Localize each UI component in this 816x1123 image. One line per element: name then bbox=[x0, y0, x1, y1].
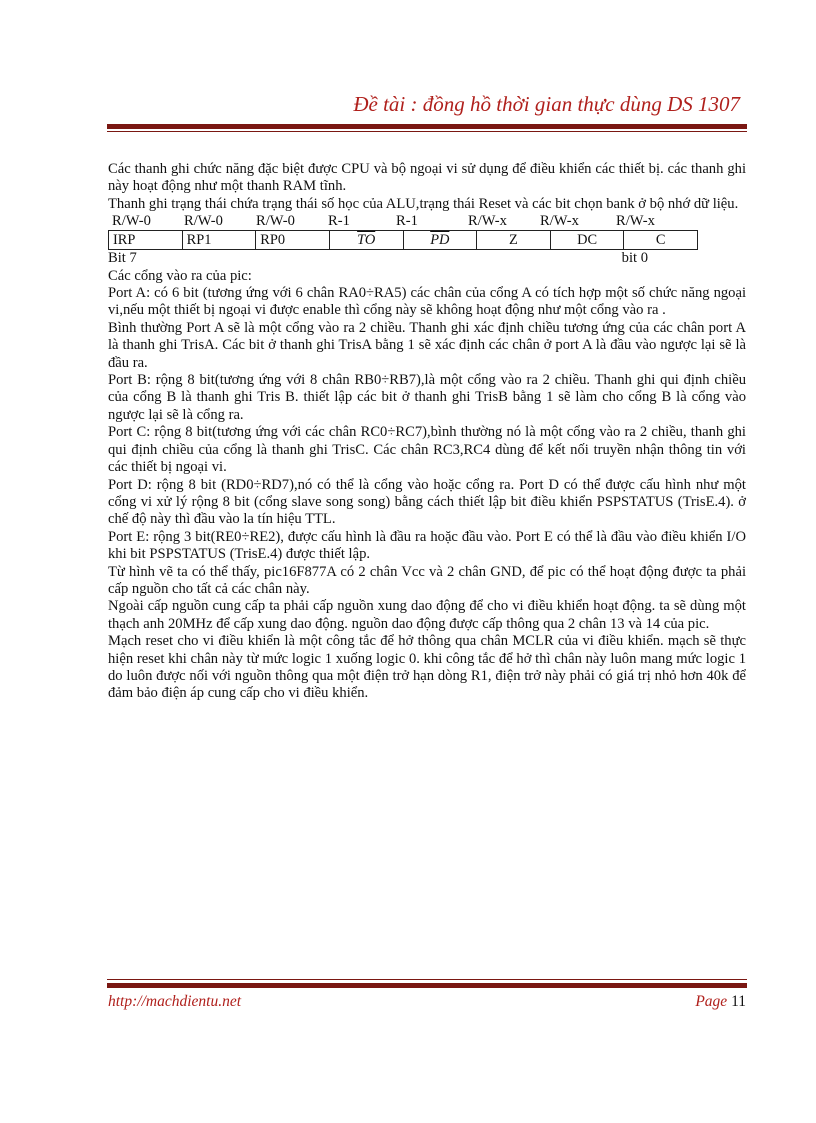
body-paragraph: Port D: rộng 8 bit (RD0÷RD7),nó có thể là cổng vào hoặc cổng ra. Port D có thể được cấu hình như một cổng vi xử lý rộng 8 bit (cổng slave song song) bằng cách thiết lập bit điều khiển PSPSTATUS (TrisE.4). ở chế độ này thì đầu vào la tín hiệu TTL. bbox=[108, 476, 746, 528]
header-title: Đề tài : đồng hồ thời gian thực dùng DS 1307 bbox=[353, 92, 740, 116]
register-bit-cell bbox=[329, 231, 403, 250]
register-bit-numbering bbox=[108, 250, 648, 267]
intro-paragraph: Các thanh ghi chức năng đặc biệt được CPU và bộ ngoại vi sử dụng để điều khiển các thiết bị. các thanh ghi này hoạt động như một thanh RAM tĩnh. bbox=[108, 161, 746, 195]
register-bit-to: $\overline{TO}$ bbox=[357, 232, 376, 249]
footer-link[interactable]: http://machdientu.net bbox=[108, 993, 242, 1010]
register-bit-cell: IRP bbox=[109, 231, 183, 250]
register-bit-cell: RP1 bbox=[182, 231, 256, 250]
register-bit-low: bit 0 bbox=[621, 250, 648, 267]
body-paragraph: Mạch reset cho vi điều khiển là một công tắc để hở thông qua chân MCLR của vi điều khiển. mạch sẽ thực hiện reset khi chân này từ mức logic 1 xuống logic 0. khi công tắc để hở thì chân này luôn mang mức logic 1 do luôn được nối với nguồn thông qua một điện trở hạn dòng R1, điện trở này phải có giá trị nhỏ hơn 40k để đảm bảo điện áp cung cấp cho vi điều khiển. bbox=[108, 633, 746, 702]
register-bit-pd: $\overline{PD}$ bbox=[430, 232, 450, 249]
intro-paragraph: Thanh ghi trạng thái chứa trạng thái số học của ALU,trạng thái Reset và các bit chọn bank ở bộ nhớ dữ liệu. bbox=[108, 195, 739, 212]
register-bit-cell: DC bbox=[550, 231, 624, 250]
register-access-label: R-1 bbox=[328, 213, 350, 230]
register-access-label: R/W-0 bbox=[256, 213, 295, 230]
register-access-label: R/W-0 bbox=[184, 213, 223, 230]
body-paragraph: Bình thường Port A sẽ là một cổng vào ra 2 chiều. Thanh ghi xác định chiều tương ứng của các chân port A là thanh ghi TrisA. Các bit ở thanh ghi TrisA bằng 1 sẽ xác định các chân ở port A là đầu vào ngược lại sẽ là đầu ra. bbox=[108, 319, 746, 371]
body-paragraph: Port C: rộng 8 bit(tương ứng với các chân RC0÷RC7),bình thường nó là một cổng vào ra 2 chiều, thanh ghi qui định chiều của cổng là thanh ghi TrisC. Các chân RC3,RC4 dùng để kết nối truyền nhận thông tin với các thiết bị ngoại vi. bbox=[108, 424, 746, 476]
body-paragraph: Từ hình vẽ ta có thể thấy, pic16F877A có 2 chân Vcc và 2 chân GND, để pic có thể hoạt động được ta phải cấp nguồn cho tất cả các chân này. bbox=[108, 563, 746, 597]
header-rule-thin bbox=[107, 131, 747, 132]
body-paragraph: Port E: rộng 3 bit(RE0÷RE2), được cấu hình là đầu ra hoặc đầu vào. Port E có thể là đầu vào điều khiển I/O khi bit PSPSTATUS (TrisE.4) được thiết lập. bbox=[108, 528, 746, 563]
page-label: Page bbox=[695, 993, 728, 1010]
register-bit-cell: C bbox=[624, 231, 698, 250]
status-register bbox=[108, 213, 746, 267]
body-paragraph: Ngoài cấp nguồn cung cấp ta phải cấp nguồn xung dao động để cho vi điều khiển hoạt động. ta sẽ dùng một thạch anh 20MHz để cấp xung dao động. nguồn dao động được cấp thông qua 2 chân 13 và 14 của pic. bbox=[108, 598, 746, 632]
register-bit-cell: Z bbox=[477, 231, 551, 250]
register-access-label: R/W-x bbox=[540, 213, 579, 230]
register-bit-cell: RP0 bbox=[256, 231, 330, 250]
body-paragraph: Các cổng vào ra của pic: bbox=[108, 267, 252, 284]
page-number bbox=[695, 993, 746, 1011]
footer-rule-thin bbox=[107, 979, 747, 980]
body-content bbox=[108, 161, 746, 703]
register-bit-cell bbox=[403, 231, 477, 250]
register-access-label: R/W-0 bbox=[112, 213, 151, 230]
register-bit-high: Bit 7 bbox=[108, 250, 137, 267]
register-access-label: R/W-x bbox=[616, 213, 655, 230]
register-access-row bbox=[108, 213, 746, 230]
body-paragraph: Port B: rộng 8 bit(tương ứng với 8 chân RB0÷RB7),là một cổng vào ra 2 chiều. Thanh ghi qui định chiều của cổng B là thanh ghi Tris B. thiết lập các bit ở thanh ghi TrisB bằng 1 sẽ làm cho cổng B là cổng vào ngược lại sẽ là cổng ra. bbox=[108, 372, 746, 423]
register-access-label: R-1 bbox=[396, 213, 418, 230]
body-paragraph: Port A: có 6 bit (tương ứng với 6 chân RA0÷RA5) các chân của cổng A có tích hợp một số chức năng ngoại vi,nếu một thiết bị ngoại vi được enable thì cổng này sẽ không hoạt động như một cổng vào ra . bbox=[108, 285, 746, 319]
page-number-value: 11 bbox=[731, 993, 746, 1010]
register-table bbox=[108, 230, 698, 250]
register-access-label: R/W-x bbox=[468, 213, 507, 230]
footer-rule-thick bbox=[107, 983, 747, 988]
header-rule-thick bbox=[107, 124, 747, 129]
register-bit-row bbox=[109, 231, 698, 250]
